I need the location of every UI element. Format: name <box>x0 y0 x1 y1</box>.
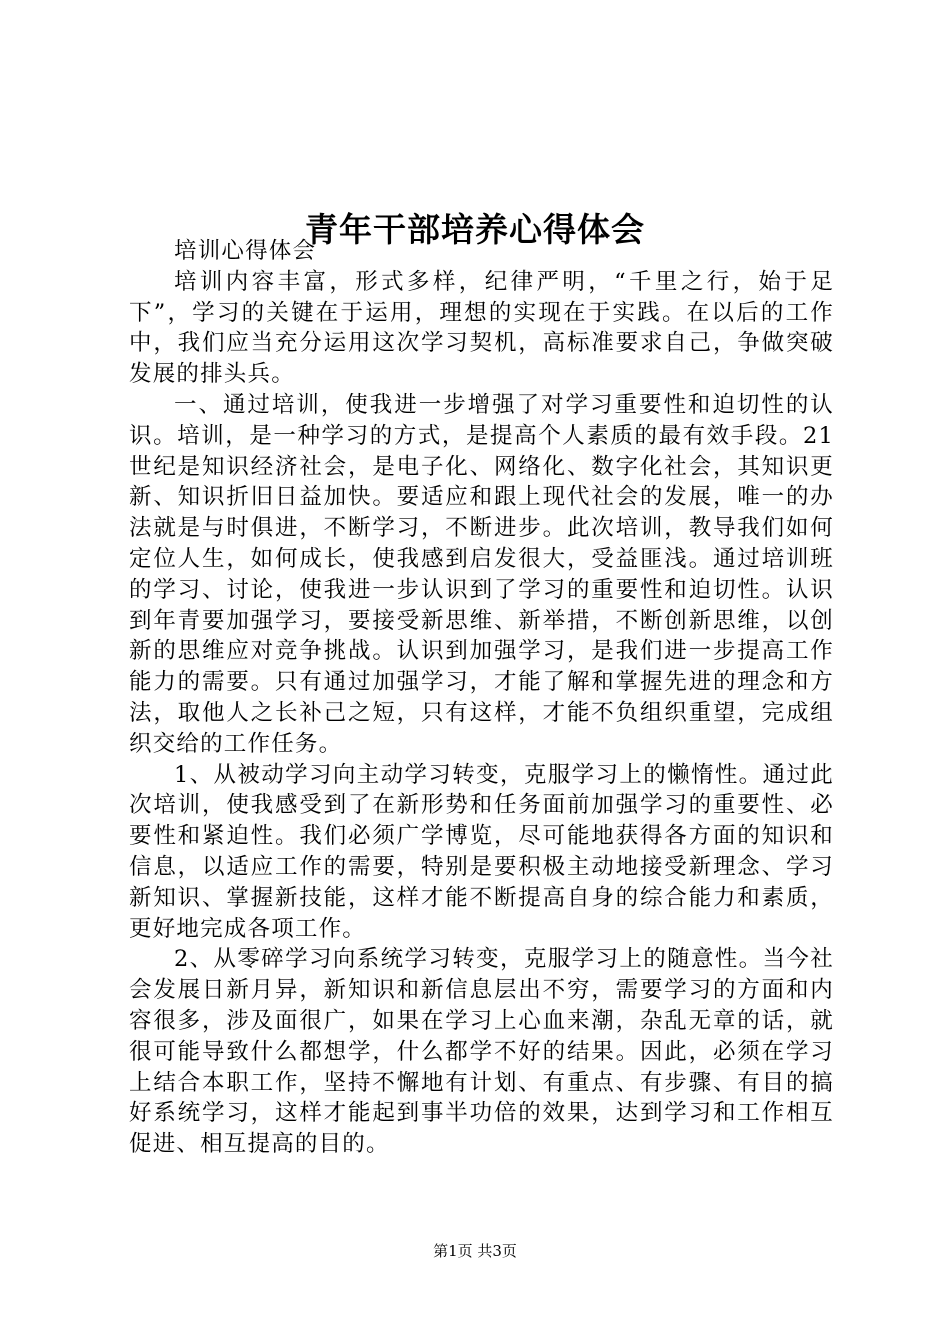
paragraph-point-one: 1、从被动学习向主动学习转变，克服学习上的懒惰性。通过此次培训，使我感受到了在新形势和任务面前加强学习的重要性、必要性和紧迫性。我们必须广学博览，尽可能地获得各方面的知识和信息，以适应工作的需要，特别是要积极主动地接受新理念、学习新知识、掌握新技能，这样才能不断提高自身的综合能力和素质，更好地完成各项工作。 <box>129 761 834 942</box>
document-title: 青年干部培养心得体会 <box>305 210 645 250</box>
paragraph-section-one: 一、通过培训，使我进一步增强了对学习重要性和迫切性的认识。培训，是一种学习的方式，是提高个人素质的最有效手段。21世纪是知识经济社会，是电子化、网络化、数字化社会，其知识更新、知识折旧日益加快。要适应和跟上现代社会的发展，唯一的办法就是与时俱进，不断学习，不断进步。此次培训，教导我们如何定位人生，如何成长，使我感到启发很大，受益匪浅。通过培训班的学习、讨论，使我进一步认识到了学习的重要性和迫切性。认识到年青要加强学习，要接受新思维、新举措，不断创新思维，以创新的思维应对竞争挑战。认识到加强学习，是我们进一步提高工作能力的需要。只有通过加强学习，才能了解和掌握先进的理念和方法，取他人之长补己之短，只有这样，才能不负组织重望，完成组织交给的工作任务。 <box>129 391 834 757</box>
paragraph-subtitle: 培训心得体会 <box>174 238 317 264</box>
document-body <box>129 236 834 1160</box>
paragraph-intro: 培训内容丰富，形式多样，纪律严明，“千里之行，始于足下”，学习的关键在于运用，理想的实现在于实践。在以后的工作中，我们应当充分运用这次学习契机，高标准要求自己，争做突破发展的排头兵。 <box>129 268 834 388</box>
page-number-footer: 第1页 共3页 <box>433 1242 517 1260</box>
paragraph-point-two: 2、从零碎学习向系统学习转变，克服学习上的随意性。当今社会发展日新月异，新知识和新信息层出不穷，需要学习的方面和内容很多，涉及面很广，如果在学习上心血来潮，杂乱无章的话，就很可能导致什么都想学，什么都学不好的结果。因此，必须在学习上结合本职工作，坚持不懈地有计划、有重点、有步骤、有目的搞好系统学习，这样才能起到事半功倍的效果，达到学习和工作相互促进、相互提高的目的。 <box>129 946 834 1158</box>
